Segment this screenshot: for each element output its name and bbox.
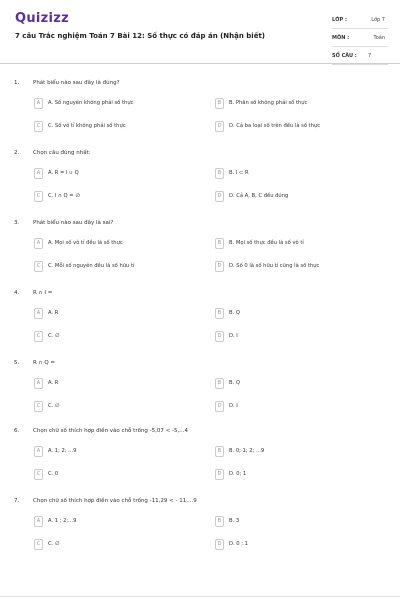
option-letter-box: D — [215, 261, 224, 272]
option-letter-box: A — [34, 168, 43, 179]
option-letter-box: C — [34, 469, 43, 480]
question-7 — [0, 498, 400, 568]
meta-label: SỐ CÂU : — [332, 52, 357, 59]
meta-value: 7 — [368, 52, 372, 59]
question-text: Chọn chữ số thích hợp điền vào chỗ trống -11,29 < - 11,...9 — [33, 498, 197, 504]
question-6 — [0, 428, 400, 498]
option-letter-box: C — [34, 261, 43, 272]
option-text: D. Cả ba loại số trên đều là số thực — [229, 123, 321, 129]
option-text: D. I — [229, 333, 238, 339]
option-letter-box: A — [34, 378, 43, 389]
option-text: C. ∅ — [48, 333, 60, 339]
option-b[interactable] — [215, 237, 304, 249]
option-text: D. 0; 1 — [229, 471, 247, 477]
option-text: A. Số nguyên không phải số thực — [48, 100, 134, 106]
option-b[interactable] — [215, 377, 240, 389]
option-b[interactable] — [215, 167, 249, 179]
option-text: B. I ⊂ R — [229, 170, 249, 176]
option-letter-box: B — [215, 308, 224, 319]
option-text: D. 0 ; 1 — [229, 541, 248, 547]
meta-label: MÔN : — [332, 34, 350, 41]
option-text: A. 1; 2; ...9 — [48, 448, 77, 454]
option-letter-box: A — [34, 98, 43, 109]
option-letter-box: A — [34, 238, 43, 249]
question-number: 4. — [14, 290, 20, 296]
option-letter-box: C — [34, 539, 43, 550]
question-number: 3. — [14, 220, 20, 226]
option-d[interactable] — [215, 468, 246, 480]
option-text: D. I — [229, 403, 238, 409]
option-c[interactable] — [34, 190, 80, 202]
option-text: B. Q — [229, 310, 240, 316]
option-text: D. Số 0 là số hữu tỉ cũng là số thực — [229, 263, 320, 269]
meta-row-subject — [332, 29, 388, 47]
option-text: A. R — [48, 380, 59, 386]
option-c[interactable] — [34, 260, 134, 272]
option-letter-box: D — [215, 401, 224, 412]
header-divider — [0, 63, 400, 64]
option-text: B. Q — [229, 380, 240, 386]
question-3 — [0, 220, 400, 290]
option-letter-box: A — [34, 446, 43, 457]
question-text: Phát biểu nào sau đây là đúng? — [33, 80, 120, 86]
option-b[interactable] — [215, 97, 307, 109]
question-4 — [0, 290, 400, 360]
option-text: A. 1 ; 2;...9 — [48, 518, 77, 524]
worksheet-title: 7 câu Trắc nghiệm Toán 7 Bài 12: Số thực có đáp án (Nhận biết) — [15, 32, 266, 40]
option-letter-box: C — [34, 121, 43, 132]
option-c[interactable] — [34, 330, 59, 342]
option-letter-box: C — [34, 331, 43, 342]
option-c[interactable] — [34, 468, 58, 480]
option-text: C. Mỗi số nguyên đều là số hữu tỉ — [48, 263, 135, 269]
question-5 — [0, 360, 400, 430]
option-text: A. R = I ∪ Q — [48, 170, 79, 176]
option-text: A. Mọi số vô tỉ đều là số thực — [48, 240, 123, 246]
option-b[interactable] — [215, 445, 264, 457]
meta-value: Toán — [373, 34, 385, 41]
meta-row-class — [332, 11, 388, 29]
option-text: B. 3 — [229, 518, 240, 524]
option-d[interactable] — [215, 400, 238, 412]
option-d[interactable] — [215, 190, 288, 202]
option-letter-box: D — [215, 331, 224, 342]
option-letter-box: B — [215, 98, 224, 109]
question-number: 7. — [14, 498, 20, 504]
option-letter-box: B — [215, 378, 224, 389]
question-1 — [0, 80, 400, 150]
meta-table — [332, 11, 388, 65]
option-letter-box: C — [34, 401, 43, 412]
option-a[interactable] — [34, 167, 79, 179]
question-text: R ∩ I = — [33, 290, 53, 296]
meta-value: Lớp 7 — [371, 16, 385, 23]
option-letter-box: A — [34, 516, 43, 527]
option-text: D. Cả A, B, C đều đúng — [229, 193, 289, 199]
option-text: C. 0 — [48, 471, 59, 477]
question-number: 6. — [14, 428, 20, 434]
option-letter-box: B — [215, 446, 224, 457]
option-a[interactable] — [34, 515, 76, 527]
option-letter-box: B — [215, 516, 224, 527]
meta-label: LỚP : — [332, 16, 347, 23]
option-text: A. R — [48, 310, 59, 316]
option-a[interactable] — [34, 237, 123, 249]
option-b[interactable] — [215, 307, 240, 319]
footer-divider — [0, 596, 400, 597]
option-letter-box: D — [215, 539, 224, 550]
option-text: C. ∅ — [48, 403, 60, 409]
option-d[interactable] — [215, 120, 320, 132]
question-text: Phát biểu nào sau đây là sai? — [33, 220, 114, 226]
question-2 — [0, 150, 400, 220]
option-text: B. 0; 1; 2; ...9 — [229, 448, 265, 454]
question-number: 1. — [14, 80, 20, 86]
quizizz-logo: Quizizz — [15, 11, 70, 26]
option-letter-box: D — [215, 121, 224, 132]
option-a[interactable] — [34, 377, 58, 389]
question-number: 5. — [14, 360, 20, 366]
option-d[interactable] — [215, 330, 238, 342]
option-text: C. ∅ — [48, 541, 60, 547]
option-letter-box: B — [215, 238, 224, 249]
question-text: Chọn câu đúng nhất: — [33, 150, 91, 156]
option-a[interactable] — [34, 307, 58, 319]
option-letter-box: D — [215, 469, 224, 480]
option-b[interactable] — [215, 515, 239, 527]
question-text: R ∩ Q = — [33, 360, 56, 366]
option-text: B. Mọi số thực đều là số vô tỉ — [229, 240, 304, 246]
option-c[interactable] — [34, 538, 59, 550]
option-c[interactable] — [34, 120, 126, 132]
option-letter-box: A — [34, 308, 43, 319]
option-a[interactable] — [34, 97, 133, 109]
option-letter-box: B — [215, 168, 224, 179]
option-letter-box: D — [215, 191, 224, 202]
option-letter-box: C — [34, 191, 43, 202]
option-c[interactable] — [34, 400, 59, 412]
question-number: 2. — [14, 150, 20, 156]
option-text: C. Số vô tỉ không phải số thực — [48, 123, 126, 129]
option-a[interactable] — [34, 445, 76, 457]
option-d[interactable] — [215, 538, 248, 550]
question-text: Chọn chữ số thích hợp điền vào chỗ trống -5,07 < -5,...4 — [33, 428, 188, 434]
option-text: B. Phân số không phải số thực — [229, 100, 308, 106]
option-d[interactable] — [215, 260, 319, 272]
option-text: C. I ∩ Q = ∅ — [48, 193, 80, 199]
